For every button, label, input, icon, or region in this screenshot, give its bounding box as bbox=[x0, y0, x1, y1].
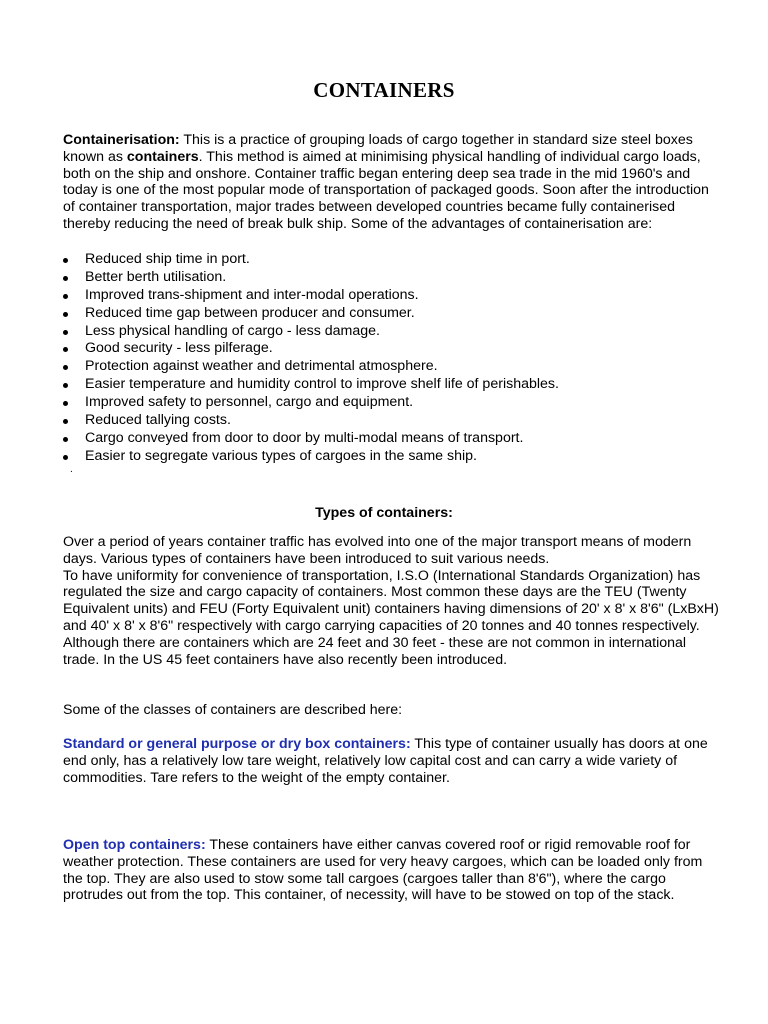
list-item: Less physical handling of cargo - less damage. bbox=[63, 323, 559, 341]
list-item: Cargo conveyed from door to door by multi-modal means of transport. bbox=[63, 430, 559, 448]
open-top-container-paragraph bbox=[63, 837, 719, 904]
standard-text: This type of container usually has doors at one end only, has a relatively low tare weight, relatively low capital cost and can carry a wide variety of commodities. Tare refers to the weight of the empty container. bbox=[63, 736, 708, 786]
list-item: Improved trans-shipment and inter-modal operations. bbox=[63, 287, 559, 305]
list-item: Reduced ship time in port. bbox=[63, 251, 559, 269]
types-heading: Types of containers: bbox=[315, 505, 453, 521]
stray-mark: . bbox=[70, 464, 73, 475]
open-top-text: These containers have either canvas covered roof or rigid removable roof for weather protection. These containers are used for very heavy cargoes, which can be loaded only from the top. They are also used to stow some tall cargoes (cargoes taller than 8'6"), where the cargo protrudes out from the top. This container, of necessity, will have to be stowed on top of the stack. bbox=[63, 837, 703, 904]
list-item: Reduced tallying costs. bbox=[63, 412, 559, 430]
list-item: Easier temperature and humidity control to improve shelf life of perishables. bbox=[63, 376, 559, 394]
list-item: Easier to segregate various types of cargoes in the same ship. bbox=[63, 448, 559, 466]
intro-text-before: This is a practice of grouping loads of cargo together in standard size steel boxes known as bbox=[63, 132, 693, 165]
advantages-list bbox=[63, 251, 559, 466]
page-title: CONTAINERS bbox=[313, 78, 455, 102]
classes-intro: Some of the classes of containers are described here: bbox=[63, 702, 403, 718]
types-paragraph: Over a period of years container traffic has evolved into one of the major transport means of modern days. Various types of containers have been introduced to suit various needs. To have uniformity for convenience of transportation, I.S.O (International Standards Organization) has regulated the size and cargo capacity of containers. Most common these days are the TEU (Twenty Equivalent units) and FEU (Forty Equivalent unit) containers having dimensions of 20' x 8' x 8'6" (LxBxH) and 40' x 8' x 8'6" respectively with cargo carrying capacities of 20 tonnes and 40 tonnes respectively. Although there are containers which are 24 feet and 30 feet - these are not common in international trade. In the US 45 feet containers have also recently been introduced. bbox=[63, 534, 719, 668]
list-item: Reduced time gap between producer and consumer. bbox=[63, 305, 559, 323]
list-item: Good security - less pilferage. bbox=[63, 340, 559, 358]
list-item: Improved safety to personnel, cargo and equipment. bbox=[63, 394, 559, 412]
open-top-term: Open top containers: bbox=[63, 837, 206, 853]
intro-bold-word: containers bbox=[126, 148, 199, 165]
standard-term: Standard or general purpose or dry box containers: bbox=[63, 736, 411, 752]
list-item: Better berth utilisation. bbox=[63, 269, 559, 287]
intro-term: Containerisation: bbox=[63, 132, 180, 148]
list-item: Protection against weather and detrimental atmosphere. bbox=[63, 358, 559, 376]
standard-container-paragraph bbox=[63, 736, 719, 786]
intro-text-after: . This method is aimed at minimising physical handling of individual cargo loads, both on the ship and onshore. Container traffic began entering deep sea trade in the mid 1960's and today is one of the most popular mode of transportation of packaged goods. Soon after the introduction of container transportation, major trades between developed countries became fully containerised thereby reducing the need of break bulk ship. Some of the advantages of containerisation are: bbox=[63, 148, 709, 232]
intro-paragraph bbox=[63, 132, 719, 233]
